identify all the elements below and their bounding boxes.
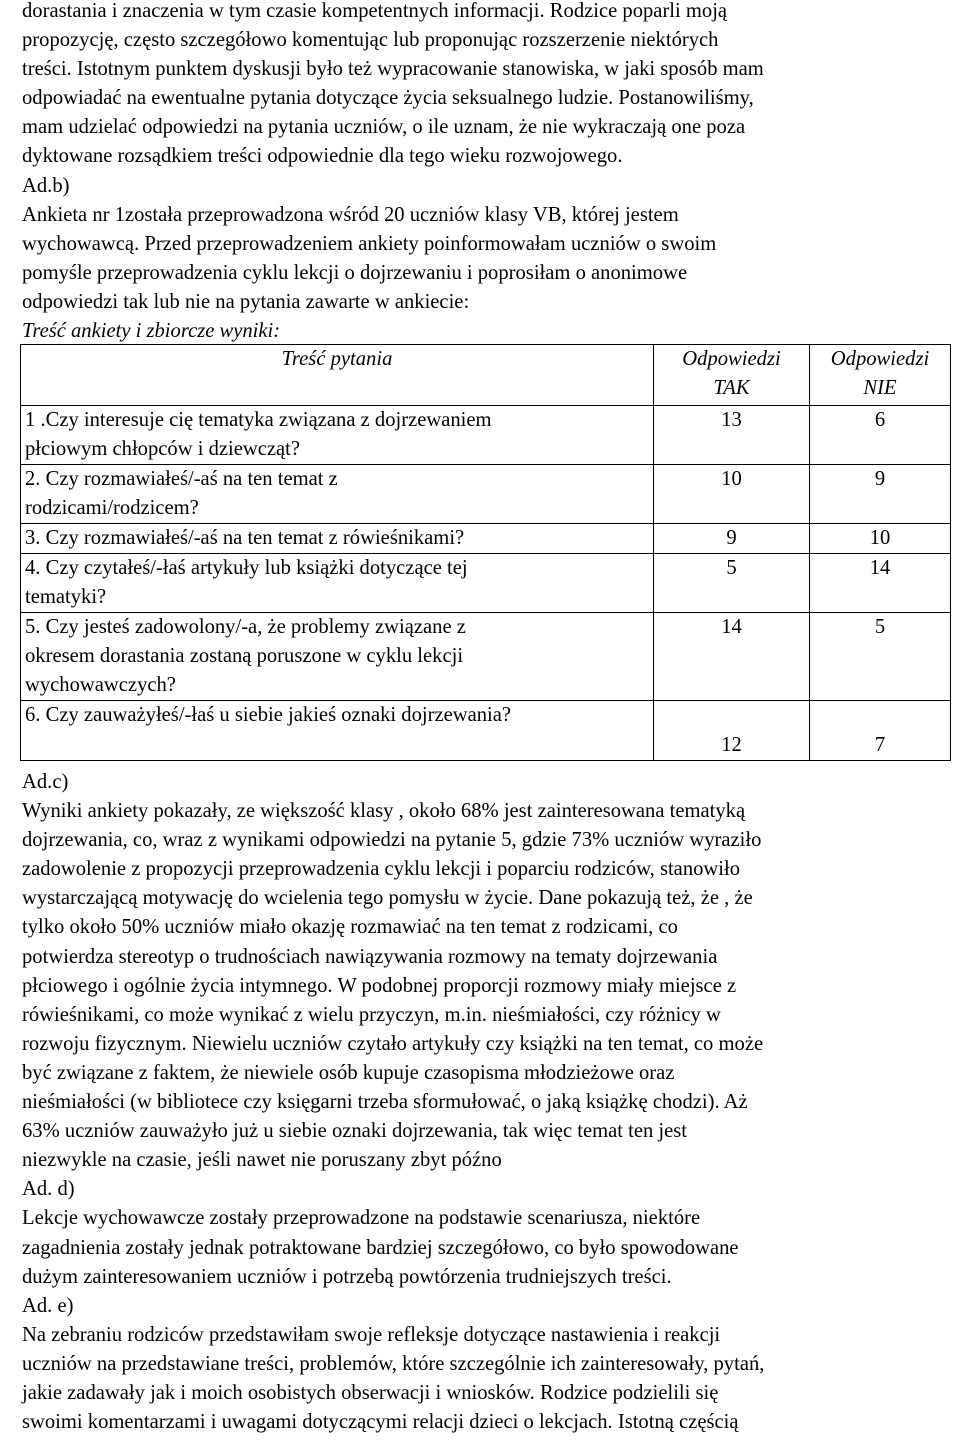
text-line: rówieśnikami, co może wynikać z wielu przyczyn, m.in. nieśmiałości, czy różnicy w (22, 1003, 721, 1026)
text-line: swoimi komentarzami i uwagami dotyczącymi relacji dzieci o lekcjach. Istotną częścią (22, 1411, 739, 1434)
question-cell (21, 554, 654, 613)
text-line: Na zebraniu rodziców przedstawiłam swoje refleksje dotyczące nastawienia i reakcji (22, 1323, 721, 1346)
table-row (21, 554, 951, 613)
header-no-label-2: NIE (863, 377, 897, 399)
question-cell (21, 465, 654, 524)
survey-results-table (20, 344, 951, 761)
question-text: rodzicami/rodzicem? (25, 497, 199, 519)
no-count: 7 (810, 701, 951, 761)
text-line: mam udzielać odpowiedzi na pytania uczniów, o ile uznam, że nie wykraczają one poza (22, 116, 746, 139)
text-line: dużym zainteresowaniem uczniów i potrzebą powtórzenia trudniejszych treści. (22, 1265, 672, 1288)
header-question (21, 345, 654, 406)
text-line: treści. Istotnym punktem dyskusji było też wypracowanie stanowiska, w jaki sposób mam (22, 58, 764, 81)
text-line: płciowego i ogólnie życia intymnego. W podobnej proporcji rozmowy miały miejsce z (22, 974, 737, 997)
document-bottom-block (22, 768, 952, 1437)
document-top-block (22, 0, 952, 346)
text-line: uczniów na przedstawiane treści, problemów, które szczególnie ich zainteresowały, pytań, (22, 1352, 765, 1375)
yes-count: 9 (654, 524, 810, 554)
table-row (21, 406, 951, 465)
question-text: wychowawczych? (25, 674, 176, 696)
header-yes (654, 345, 810, 406)
text-line: odpowiedzi tak lub nie na pytania zawarte w ankiecie: (22, 290, 470, 313)
text-line: rozwoju fizycznym. Niewielu uczniów czytało artykuły czy książki na ten temat, co może (22, 1032, 764, 1055)
question-text: 6. Czy zauważyłeś/-łaś u siebie jakieś oznaki dojrzewania? (25, 704, 512, 726)
question-text: 4. Czy czytałeś/-łaś artykuły lub książki dotyczące tej (25, 557, 468, 579)
body-paragraph-top (22, 0, 952, 346)
table-header-row (21, 345, 951, 406)
question-cell (21, 524, 654, 554)
text-line: 63% uczniów zauważyło już u siebie oznaki dojrzewania, tak więc temat ten jest (22, 1120, 688, 1143)
question-cell (21, 406, 654, 465)
table-row (21, 465, 951, 524)
question-cell (21, 613, 654, 701)
body-paragraph-bottom (22, 768, 952, 1437)
text-line: być związane z faktem, że niewiele osób kupuje czasopisma młodzieżowe oraz (22, 1061, 675, 1084)
no-count: 10 (810, 524, 951, 554)
question-cell (21, 701, 654, 761)
table-row (21, 701, 951, 761)
text-line: dorastania i znaczenia w tym czasie kompetentnych informacji. Rodzice poparli moją (22, 0, 728, 22)
text-line: wystarczającą motywację do wcielenia tego pomysłu w życie. Dane pokazują też, że , że (22, 887, 753, 910)
no-count: 5 (810, 613, 951, 701)
text-line: Wyniki ankiety pokazały, ze większość klasy , około 68% jest zainteresowana tematyką (22, 800, 746, 823)
header-no (810, 345, 951, 406)
text-line: niezwykle na czasie, jeśli nawet nie poruszany zbyt późno (22, 1149, 502, 1172)
header-no-label-1: Odpowiedzi (830, 348, 930, 370)
yes-count: 5 (654, 554, 810, 613)
text-line: wychowawcą. Przed przeprowadzeniem ankiety poinformowałam uczniów o swoim (22, 232, 717, 255)
text-line: zagadnienia zostały jednak potraktowane bardziej szczegółowo, co było spowodowane (22, 1236, 739, 1259)
yes-count: 12 (654, 701, 810, 761)
question-text: 2. Czy rozmawiałeś/-aś na ten temat z (25, 468, 338, 490)
text-line: pomyśle przeprowadzenia cyklu lekcji o dojrzewaniu i poprosiłam o anonimowe (22, 261, 688, 284)
question-text: 1 .Czy interesuje cię tematyka związana z dojrzewaniem (25, 409, 492, 431)
text-line: tylko około 50% uczniów miało okazję rozmawiać na ten temat z rodzicami, co (22, 916, 678, 939)
text-line: dojrzewania, co, wraz z wynikami odpowiedzi na pytanie 5, gdzie 73% uczniów wyraziło (22, 829, 762, 852)
text-line: Lekcje wychowawcze zostały przeprowadzone na podstawie scenariusza, niektóre (22, 1207, 701, 1230)
header-yes-label-1: Odpowiedzi (682, 348, 781, 370)
text-line: jakie zadawały jak i moich osobistych obserwacji i wniosków. Rodzice podzielili się (22, 1381, 719, 1404)
question-text: tematyki? (25, 586, 107, 608)
yes-count: 13 (654, 406, 810, 465)
section-heading-ad-e: Ad. e) (22, 1294, 74, 1317)
question-text: płciowym chłopców i dziewcząt? (25, 438, 301, 460)
table-row (21, 524, 951, 554)
section-heading-ad-b: Ad.b) (22, 174, 70, 197)
no-count: 14 (810, 554, 951, 613)
text-line: potwierdza stereotyp o trudnościach nawiązywania rozmowy na tematy dojrzewania (22, 945, 718, 968)
text-line: odpowiadać na ewentualne pytania dotyczące życia seksualnego ludzie. Postanowiliśmy, (22, 87, 754, 110)
text-line: Ankieta nr 1została przeprowadzona wśród 20 uczniów klasy VB, której jestem (22, 203, 679, 226)
table-row (21, 613, 951, 701)
question-text: okresem dorastania zostaną poruszone w cyklu lekcji (25, 645, 464, 667)
no-count: 9 (810, 465, 951, 524)
yes-count: 10 (654, 465, 810, 524)
text-line: dyktowane rozsądkiem treści odpowiednie dla tego wieku rozwojowego. (22, 145, 623, 168)
text-line: propozycję, często szczegółowo komentując lub proponując rozszerzenie niektórych (22, 29, 719, 52)
section-heading-ad-c: Ad.c) (22, 771, 69, 793)
survey-caption: Treść ankiety i zbiorcze wyniki: (22, 320, 281, 343)
no-count: 6 (810, 406, 951, 465)
section-heading-ad-d: Ad. d) (22, 1178, 75, 1201)
yes-count: 14 (654, 613, 810, 701)
question-text: 3. Czy rozmawiałeś/-aś na ten temat z rówieśnikami? (25, 527, 465, 549)
header-yes-label-2: TAK (713, 377, 750, 399)
text-line: zadowolenie z propozycji przeprowadzenia cyklu lekcji i poparciu rodziców, stanowiło (22, 858, 741, 881)
question-text: 5. Czy jesteś zadowolony/-a, że problemy związane z (25, 616, 466, 638)
text-line: nieśmiałości (w bibliotece czy księgarni trzeba sformułować, o jaką książkę chodzi). Aż (22, 1091, 748, 1114)
header-question-label: Treść pytania (281, 348, 393, 370)
